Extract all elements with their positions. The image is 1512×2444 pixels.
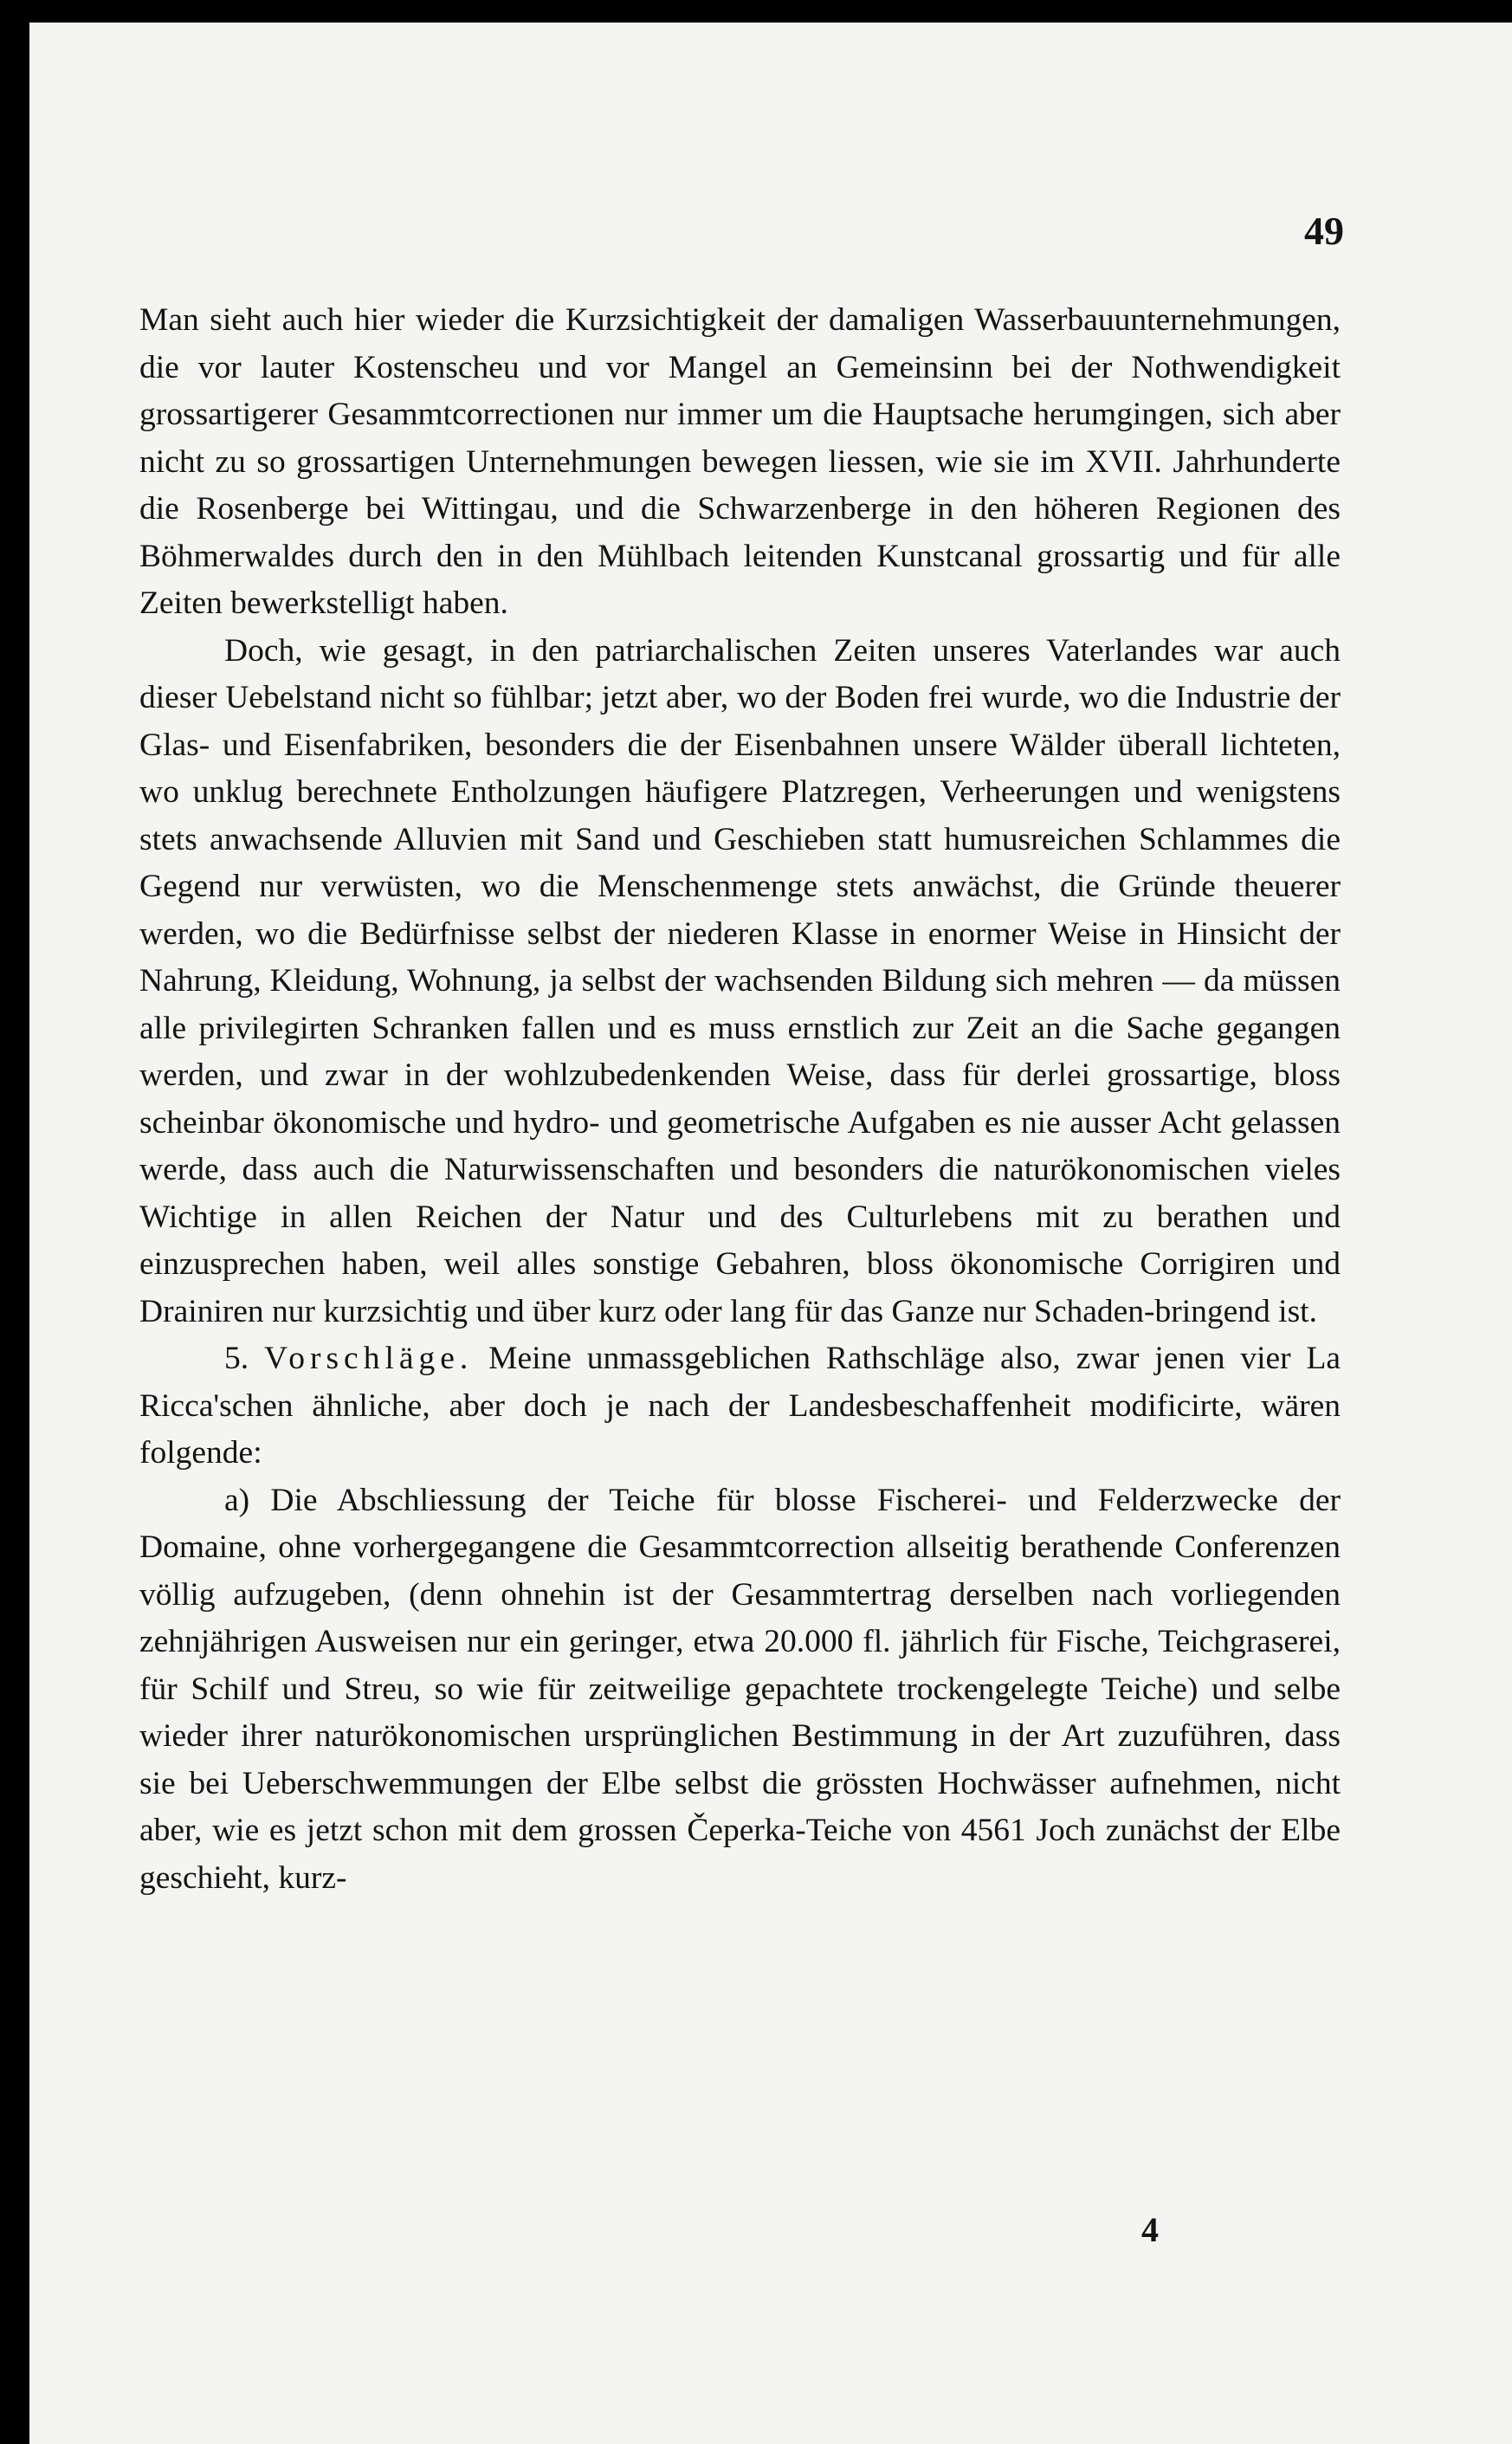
paragraph-2: Doch, wie gesagt, in den patriarchalischen Zeiten unseres Vaterlandes war auch dieser Uebelstand nicht so fühlbar; jetzt aber, wo der Boden frei wurde, wo die Industrie der Glas- und Eisenfabriken, besonders die der Eisenbahnen unsere Wälder überall lichteten, wo unklug berechnete Entholzungen häufigere Platzregen, Verheerungen und wenigstens stets anwachsende Alluvien mit Sand und Geschieben statt humusreichen Schlammes die Gegend nur verwüsten, wo die Menschenmenge stets anwächst, die Gründe theuerer werden, wo die Bedürfnisse selbst der niederen Klasse in enormer Weise in Hinsicht der Nahrung, Kleidung, Wohnung, ja selbst der wachsenden Bildung sich mehren — da müssen alle privilegirten Schranken fallen und es muss ernstlich zur Zeit an die Sache gegangen werden, und zwar in der wohlzubedenkenden Weise, dass für derlei grossartige, bloss scheinbar ökonomische und hydro- und geometrische Aufgaben es nie ausser Acht gelassen werde, dass auch die Naturwissenschaften und besonders die naturökonomischen vieles Wichtige in allen Reichen der Natur und des Culturlebens mit zu berathen und einzusprechen haben, weil alles sonstige Gebahren, bloss ökonomische Corrigiren und Drainiren nur kurzsichtig und über kurz oder lang für das Ganze nur Schaden-bringend ist. <box>139 632 1341 1329</box>
body-text <box>139 297 1341 1902</box>
section-intro: Meine unmassgeblichen Rathschläge also, zwar jenen vier La Ricca'schen ähnliche, aber doch je nach der Landesbeschaffenheit modificirte, wären folgende: <box>139 1341 1341 1471</box>
page-number: 49 <box>1304 209 1344 253</box>
paragraph-1: Man sieht auch hier wieder die Kurzsichtigkeit der damaligen Wasserbauunternehmungen, die vor lauter Kostenscheu und vor Mangel an Gemeinsinn bei der Nothwendigkeit grossartigerer Gesammtcorrectionen nur immer um die Hauptsache herumgingen, sich aber nicht zu so grossartigen Unternehmungen bewegen liessen, wie sie im XVII. Jahrhunderte die Rosenberge bei Wittingau, und die Schwarzenberge in den höheren Regionen des Böhmerwaldes durch den in den Mühlbach leitenden Kunstcanal grossartig und für alle Zeiten bewerkstelligt haben. <box>139 302 1341 621</box>
paragraph-3 <box>139 1335 1341 1477</box>
section-number: 5. <box>224 1341 249 1376</box>
book-page <box>29 23 1512 2444</box>
signature-mark: 4 <box>1141 2210 1159 2249</box>
paragraph-4: a) Die Abschliessung der Teiche für blosse Fischerei- und Felderzwecke der Domaine, ohne vorhergegangene die Gesammtcorrection allseitig berathende Conferenzen völlig aufzugeben, (denn ohnehin ist der Gesammtertrag derselben nach vorliegenden zehnjährigen Ausweisen nur ein geringer, etwa 20.000 fl. jährlich für Fische, Teichgraserei, für Schilf und Streu, so wie für zeitweilige gepachtete trockengelegte Teiche) und selbe wieder ihrer naturökonomischen ursprünglichen Bestimmung in der Art zuzuführen, dass sie bei Ueberschwemmungen der Elbe selbst die grössten Hochwässer aufnehmen, nicht aber, wie es jetzt schon mit dem grossen Čeperka-Teiche von 4561 Joch zunächst der Elbe geschieht, kurz- <box>139 1482 1341 1896</box>
section-heading: Vorschläge. <box>263 1341 474 1376</box>
